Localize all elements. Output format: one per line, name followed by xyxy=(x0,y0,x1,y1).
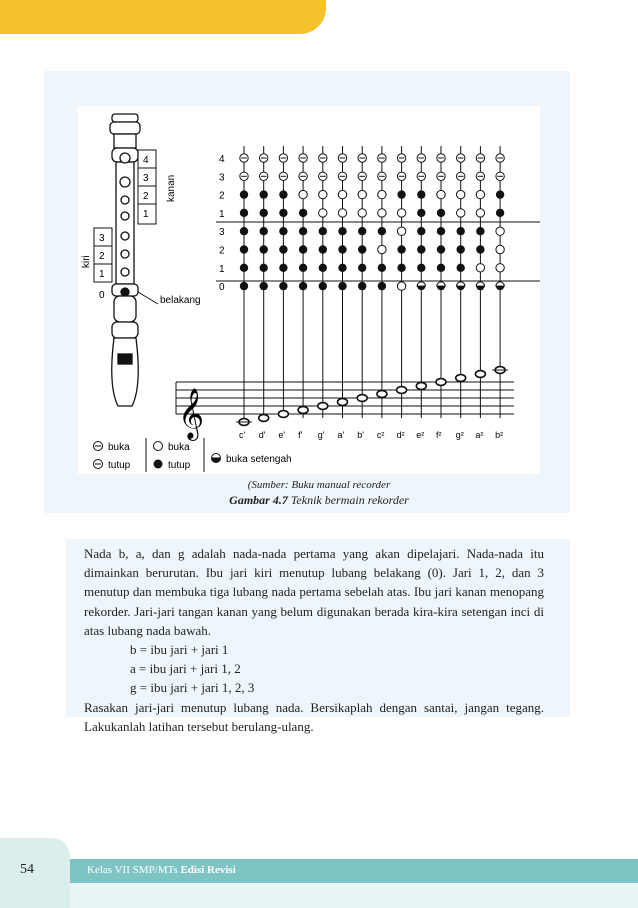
hole-closed xyxy=(476,245,484,253)
hole-half-top xyxy=(496,282,504,286)
hole-closed xyxy=(260,245,268,253)
music-staff xyxy=(176,367,514,426)
hole-open xyxy=(319,209,327,217)
hole-closed xyxy=(338,282,346,290)
note-label: b² xyxy=(495,430,504,440)
hole-open xyxy=(397,282,405,290)
hole-closed xyxy=(338,264,346,272)
hole-closed xyxy=(397,264,405,272)
note-label: e² xyxy=(416,430,425,440)
hole-open xyxy=(378,190,386,198)
hole-closed xyxy=(417,227,425,235)
staff-note xyxy=(475,371,485,378)
row-label: 4 xyxy=(219,154,225,165)
right-hole-1: 1 xyxy=(143,209,149,220)
hole-closed xyxy=(437,209,445,217)
hole-closed xyxy=(279,190,287,198)
legend xyxy=(94,438,292,472)
hole-open xyxy=(358,190,366,198)
legend-tutup-1: tutup xyxy=(108,460,131,471)
back-label: belakang xyxy=(160,295,201,306)
row-label: 2 xyxy=(219,245,225,257)
hole-open xyxy=(476,190,484,198)
note-label: d' xyxy=(258,430,266,440)
hole-closed xyxy=(496,190,504,198)
note-label: c' xyxy=(239,430,246,440)
figure-caption xyxy=(0,493,638,508)
staff-note xyxy=(357,395,367,402)
hole-closed xyxy=(240,282,248,290)
hole-closed xyxy=(260,209,268,217)
legend-setengah: buka setengah xyxy=(226,454,292,465)
hole-closed xyxy=(279,227,287,235)
hole-open xyxy=(338,209,346,217)
note-label: a² xyxy=(475,430,484,440)
hole-closed xyxy=(457,227,465,235)
right-hole-3: 3 xyxy=(143,173,149,184)
hole-closed xyxy=(240,264,248,272)
hole-closed xyxy=(240,245,248,253)
hole-closed xyxy=(279,245,287,253)
note-label: g' xyxy=(317,430,325,440)
left-hole-2: 2 xyxy=(99,251,105,262)
hole-open xyxy=(378,245,386,253)
hole-closed xyxy=(378,264,386,272)
note-label: b' xyxy=(357,430,364,440)
legend-tutup-2: tutup xyxy=(168,460,191,471)
hole-closed xyxy=(358,227,366,235)
right-hole-2: 2 xyxy=(143,191,149,202)
hole-closed xyxy=(457,264,465,272)
hole-closed xyxy=(299,209,307,217)
footer-book-title xyxy=(87,864,236,876)
hole-closed xyxy=(437,245,445,253)
hole-closed xyxy=(299,227,307,235)
staff-note xyxy=(259,415,269,422)
right-hand-label: kanan xyxy=(166,174,177,202)
hole-closed xyxy=(496,209,504,217)
hole-closed xyxy=(378,282,386,290)
hole-closed xyxy=(397,190,405,198)
hole-closed xyxy=(397,245,405,253)
hole-closed xyxy=(260,264,268,272)
note-labels xyxy=(239,430,503,440)
note-label: c² xyxy=(376,430,385,440)
staff-note xyxy=(298,407,308,414)
hole-half-bottom xyxy=(476,286,484,290)
hole-closed xyxy=(240,227,248,235)
hole-closed xyxy=(417,209,425,217)
hole-closed xyxy=(358,282,366,290)
staff-note xyxy=(456,375,466,382)
hole-half-top xyxy=(476,282,484,286)
hole-half-top xyxy=(437,282,445,286)
hole-open xyxy=(437,190,445,198)
caption-label: Gambar 4.7 xyxy=(229,493,288,507)
hole-closed xyxy=(240,190,248,198)
hole-closed xyxy=(476,227,484,235)
hole-closed xyxy=(319,282,327,290)
hole-closed xyxy=(338,245,346,253)
hole-open xyxy=(358,209,366,217)
hole-half-bottom xyxy=(417,286,425,290)
hole-open xyxy=(457,209,465,217)
right-hole-4: 4 xyxy=(143,155,149,166)
staff-note xyxy=(338,399,348,406)
footer-background xyxy=(0,883,638,908)
staff-note xyxy=(278,411,288,418)
hole-closed xyxy=(319,227,327,235)
hole-open xyxy=(397,227,405,235)
page-number-box xyxy=(0,838,70,908)
note-label: g² xyxy=(455,430,464,440)
hole-closed xyxy=(437,264,445,272)
hole-closed xyxy=(358,245,366,253)
rule-a: a = ibu jari + jari 1, 2 xyxy=(130,661,241,677)
left-hole-3: 3 xyxy=(99,233,105,244)
hole-open xyxy=(397,209,405,217)
paragraph-1: Nada b, a, dan g adalah nada-nada pertama yang akan dipelajari. Nada-nada itu dimainkan berurutan. Ibu jari kiri menutup lubang belakang (0). Jari 1, 2, dan 3 menutup dan membuka tiga lubang nada pertama sebelah atas. Ibu jari kanan menopang rekorder. Jari-jari tangan kanan yang belum digunakan berada kira-kira setengan inci di atas lubang nada bawah. xyxy=(84,546,544,638)
hole-closed xyxy=(378,227,386,235)
hole-open xyxy=(378,209,386,217)
chapter-tab xyxy=(0,0,326,34)
hole-closed xyxy=(240,209,248,217)
hole-closed xyxy=(457,245,465,253)
hole-open xyxy=(457,190,465,198)
hole-closed xyxy=(279,209,287,217)
hole-closed xyxy=(299,264,307,272)
staff-note xyxy=(377,391,387,398)
hole-half-bottom xyxy=(496,286,504,290)
fingering-chart xyxy=(78,106,540,474)
row-label: 1 xyxy=(219,208,225,220)
hole-open xyxy=(496,245,504,253)
legend-buka-2: buka xyxy=(168,442,190,453)
hole-closed xyxy=(299,282,307,290)
note-label: f' xyxy=(298,430,303,440)
row-labels xyxy=(219,154,225,293)
fingering-svg xyxy=(78,106,540,474)
hole-half-top xyxy=(457,282,465,286)
hole-closed xyxy=(417,190,425,198)
hole-closed xyxy=(260,227,268,235)
rule-b: b = ibu jari + jari 1 xyxy=(130,642,229,658)
body-text xyxy=(84,544,544,736)
hole-closed xyxy=(319,264,327,272)
hole-closed xyxy=(260,190,268,198)
recorder-illustration xyxy=(110,114,140,406)
hole-open xyxy=(338,190,346,198)
footer-edition: Edisi Revisi xyxy=(180,864,236,876)
paragraph-2: Rasakan jari-jari menutup lubang nada. Bersikaplah dengan santai, jangan tegang. Lakukanlah latihan tersebut berulang-ulang. xyxy=(84,699,544,734)
hole-open xyxy=(496,227,504,235)
row-label: 3 xyxy=(219,227,225,239)
hole-open xyxy=(319,190,327,198)
hole-half-bottom xyxy=(437,286,445,290)
hole-closed xyxy=(437,227,445,235)
note-label: f² xyxy=(436,430,442,440)
rule-g: g = ibu jari + jari 1, 2, 3 xyxy=(130,680,255,696)
hole-half-bottom xyxy=(457,286,465,290)
hole-closed xyxy=(358,264,366,272)
hole-closed xyxy=(417,245,425,253)
back-hole-0: 0 xyxy=(99,290,105,301)
row-label: 0 xyxy=(219,282,225,294)
staff-note xyxy=(397,387,407,394)
row-label: 1 xyxy=(219,263,225,275)
row-label: 3 xyxy=(219,172,225,184)
note-label: e' xyxy=(278,430,286,440)
hole-closed xyxy=(319,245,327,253)
row-label: 2 xyxy=(219,190,225,202)
figure-source: (Sumber: Buku manual recorder xyxy=(247,479,391,491)
staff-note xyxy=(416,383,426,390)
note-label: a' xyxy=(337,430,345,440)
hole-closed xyxy=(260,282,268,290)
hole-closed xyxy=(299,245,307,253)
staff-note xyxy=(318,403,328,410)
note-label: d² xyxy=(396,430,405,440)
page-number: 54 xyxy=(20,862,34,877)
hole-closed xyxy=(417,264,425,272)
hole-half-top xyxy=(417,282,425,286)
footer-book: Kelas VII SMP/MTs xyxy=(87,864,181,876)
caption-text: Teknik bermain rekorder xyxy=(287,493,409,507)
legend-buka-1: buka xyxy=(108,442,130,453)
hole-open xyxy=(476,264,484,272)
treble-clef: 𝄞 xyxy=(178,389,205,438)
hole-open xyxy=(476,209,484,217)
left-hand-label: kiri xyxy=(81,255,92,268)
hole-closed xyxy=(338,227,346,235)
hole-closed xyxy=(279,264,287,272)
left-hole-1: 1 xyxy=(99,269,105,280)
staff-note xyxy=(436,379,446,386)
hole-closed xyxy=(279,282,287,290)
hole-open xyxy=(496,264,504,272)
hole-open xyxy=(299,190,307,198)
